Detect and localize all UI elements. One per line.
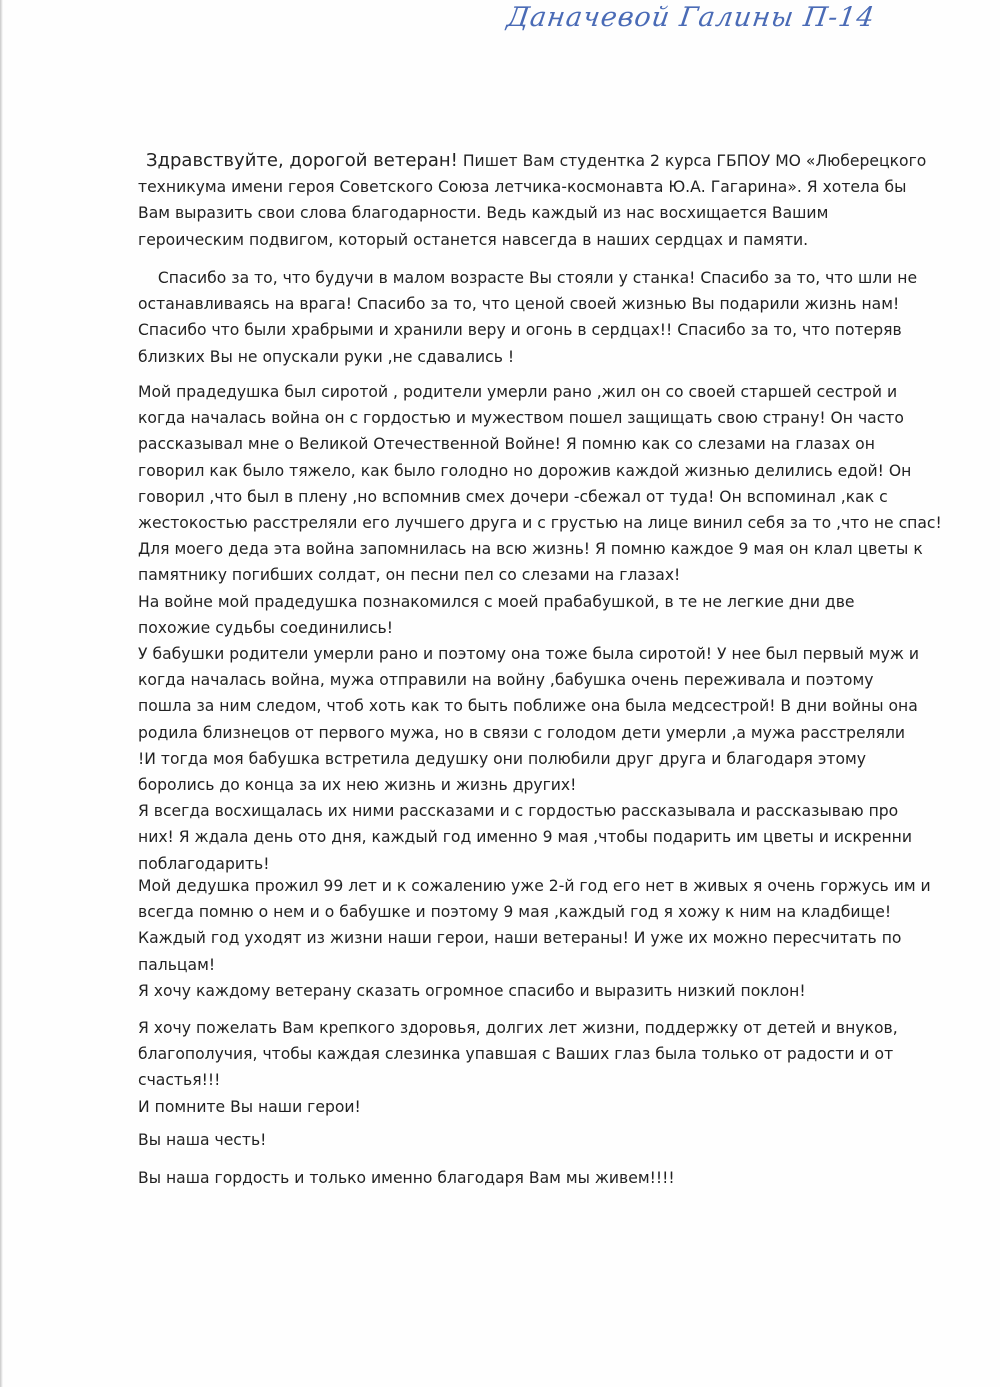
- paragraph-thanks-line-1: Спасибо за то, что будучи в малом возрасте Вы стояли у станка! Спасибо за то, что шли не: [138, 269, 918, 287]
- paragraph-wishes-line-3: счастья!!!: [138, 1071, 221, 1090]
- paragraph-intro-line-1: Пишет Вам студентка 2 курса ГБПОУ МО «Люберецкого: [457, 152, 927, 170]
- paragraph-family-story: [138, 379, 942, 877]
- paragraph-thanks-line-2: останавливаясь на врага! Спасибо за то, что ценой своей жизнью Вы подарили жизнь нам!: [138, 295, 900, 314]
- paragraph-grandfather: [138, 873, 931, 1004]
- paragraph-story-line-3: рассказывал мне о Великой Отечественной Войне! Я помню как со слезами на глазах он: [138, 435, 875, 454]
- paragraph-story-line-4: говорил как было тяжело, как было голодно но дорожив каждой жизнью делились едой! Он: [138, 461, 912, 480]
- paragraph-story-line-13: пошла за ним следом, чтоб хоть как то быть поближе она была медсестрой! В дни войны она: [138, 697, 918, 716]
- paragraph-wishes: [138, 1015, 928, 1120]
- paragraph-honor-line: Вы наша честь!: [138, 1131, 267, 1149]
- paragraph-story-line-16: боролись до конца за их нею жизнь и жизнь других!: [138, 776, 577, 795]
- paragraph-story-line-10: похожие судьбы соединились!: [138, 618, 393, 637]
- paragraph-honor: [138, 1127, 928, 1153]
- paragraph-pride-line: Вы наша гордость и только именно благодаря Вам мы живем!!!!: [138, 1169, 675, 1187]
- paragraph-story-line-8: памятнику погибших солдат, он песни пел со слезами на глазах!: [138, 566, 681, 585]
- paragraph-story-line-6: жестокостью расстреляли его лучшего друга и с грустью на лице винил себя за то ,что не спас!: [138, 514, 942, 533]
- paragraph-grandfather-line-3: Каждый год уходят из жизни наши герои, наши ветераны! И уже их можно пересчитать по: [138, 929, 902, 948]
- paragraph-thanks-line-4: близких Вы не опускали руки ,не сдавались !: [138, 347, 515, 366]
- paragraph-story-line-7: Для моего деда эта война запомнилась на всю жизнь! Я помню каждое 9 мая он клал цветы к: [138, 540, 923, 559]
- paragraph-grandfather-line-5: Я хочу каждому ветерану сказать огромное спасибо и выразить низкий поклон!: [138, 981, 806, 1000]
- paragraph-intro: [138, 148, 928, 253]
- paragraph-story-line-5: говорил ,что был в плену ,но вспомнив смех дочери -сбежал от туда! Он вспоминал ,как с: [138, 487, 888, 506]
- greeting: Здравствуйте, дорогой ветеран!: [146, 150, 458, 171]
- paragraph-story-line-12: когда началась война, мужа отправили на войну ,бабушка очень переживала и поэтому: [138, 671, 874, 690]
- paragraph-wishes-line-1: Я хочу пожелать Вам крепкого здоровья, долгих лет жизни, поддержку от детей и внуков,: [138, 1019, 898, 1037]
- handwritten-author-name: Даначевой Галины П-14: [505, 2, 877, 33]
- paragraph-story-line-18: них! Я ждала день ото дня, каждый год именно 9 мая ,чтобы подарить им цветы и искренни: [138, 828, 912, 847]
- paragraph-wishes-line-2: благополучия, чтобы каждая слезинка упавшая с Ваших глаз была только от радости и от: [138, 1045, 894, 1064]
- paragraph-grandfather-line-2: всегда помню о нем и о бабушке и поэтому 9 мая ,каждый год я хожу к ним на кладбище!: [138, 903, 892, 922]
- paragraph-story-line-14: родила близнецов от первого мужа, но в связи с голодом дети умерли ,а мужа расстреляли: [138, 723, 906, 742]
- paragraph-pride: [138, 1165, 928, 1191]
- paragraph-story-line-1: Мой прадедушка был сиротой , родители умерли рано ,жил он со своей старшей сестрой и: [138, 383, 898, 401]
- paragraph-grandfather-line-4: пальцам!: [138, 955, 216, 974]
- paragraph-wishes-line-4: И помните Вы наши герои!: [138, 1097, 361, 1116]
- paragraph-thanks: [138, 265, 928, 370]
- scan-edge: [0, 0, 3, 1387]
- paragraph-intro-line-4: героическим подвигом, который останется навсегда в наших сердцах и памяти.: [138, 230, 809, 249]
- paragraph-story-line-15: !И тогда моя бабушка встретила дедушку они полюбили друг друга и благодаря этому: [138, 749, 866, 768]
- paragraph-story-line-17: Я всегда восхищалась их ними рассказами и с гордостью рассказывала и рассказываю про: [138, 802, 899, 821]
- paragraph-story-line-9: На войне мой прадедушка познакомился с моей прабабушкой, в те не легкие дни две: [138, 592, 855, 611]
- paragraph-intro-line-2: техникума имени героя Советского Союза летчика-космонавта Ю.А. Гагарина». Я хотела бы: [138, 178, 907, 197]
- paragraph-story-line-11: У бабушки родители умерли рано и поэтому она тоже была сиротой! У нее был первый муж и: [138, 645, 920, 664]
- paragraph-intro-line-3: Вам выразить свои слова благодарности. Ведь каждый из нас восхищается Вашим: [138, 204, 829, 223]
- paragraph-story-line-2: когда началась война он с гордостью и мужеством пошел защищать свою страну! Он часто: [138, 409, 904, 428]
- paragraph-grandfather-line-1: Мой дедушка прожил 99 лет и к сожалению уже 2-й год его нет в живых я очень горжусь им и: [138, 877, 931, 895]
- paragraph-thanks-line-3: Спасибо что были храбрыми и хранили веру и огонь в сердцах!! Спасибо за то, что потеряв: [138, 321, 902, 340]
- paragraph-story-line-19: поблагодарить!: [138, 854, 270, 873]
